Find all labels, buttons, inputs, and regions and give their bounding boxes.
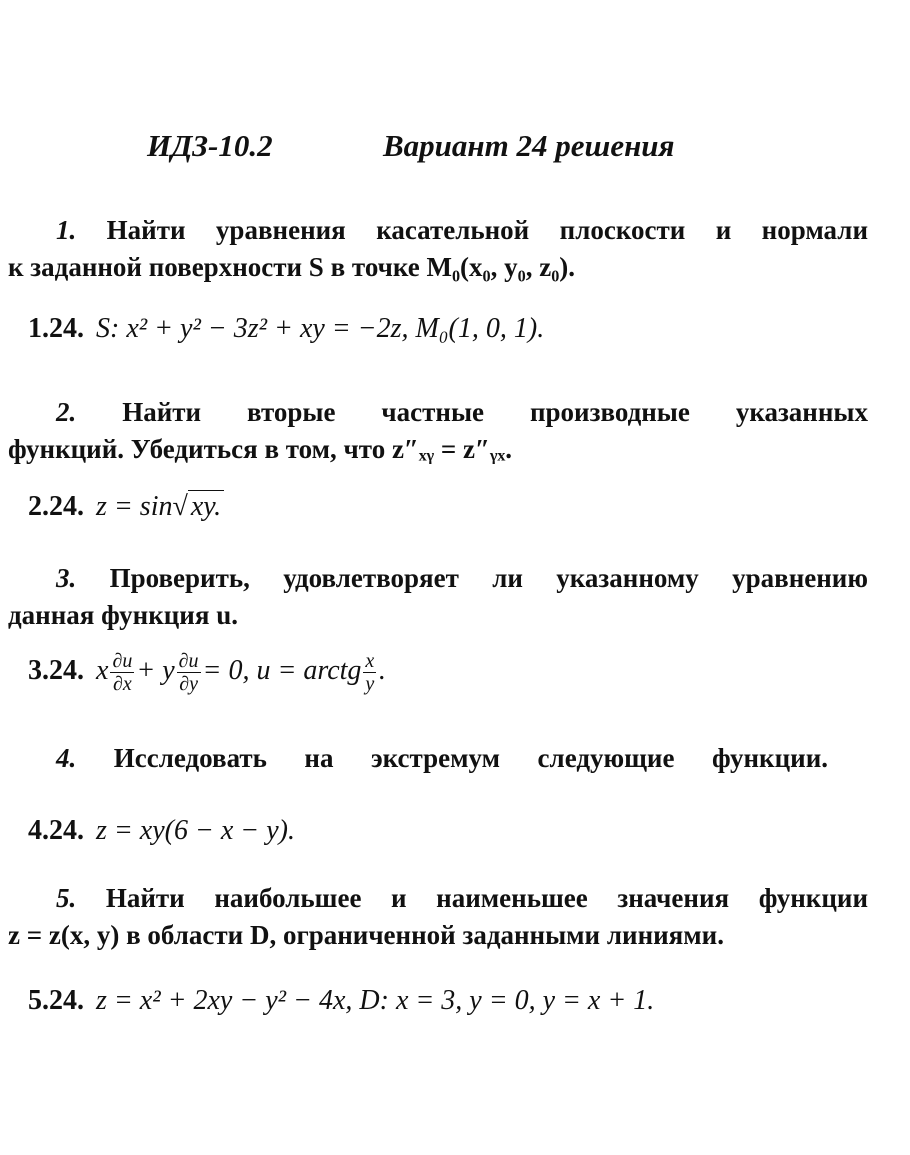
task-2-statement xyxy=(8,394,868,468)
assignment-id: ИДЗ-10.2 xyxy=(147,128,273,163)
problem-2-radicand: xy. xyxy=(188,490,224,523)
task-1-statement xyxy=(8,212,868,286)
fraction-du-numerator-2: ∂u xyxy=(178,650,199,672)
fraction-x-y xyxy=(363,650,376,695)
task-4-number: 4. xyxy=(56,743,77,773)
task-5-text-line2: z = z(x, y) в области D, ограниченной заданными линиями. xyxy=(8,920,724,950)
task-1-text-line2: к заданной поверхности S в точке M₀(x₀, y₀, z₀). xyxy=(8,252,576,282)
problem-5-24 xyxy=(28,985,654,1017)
problem-3-end: . xyxy=(378,654,386,686)
fraction-du-numerator: ∂u xyxy=(112,650,133,672)
task-4-text-line1: Исследовать на экстремум следующие функции. xyxy=(113,743,828,773)
task-1-text-line1: Найти уравнения касательной плоскости и нормали xyxy=(106,215,868,245)
problem-1-formula: S: x² + y² − 3z² + xy = −2z, M₀(1, 0, 1). xyxy=(96,313,545,344)
problem-1-number: 1.24. xyxy=(28,313,84,344)
problem-3-plus-y: + y xyxy=(136,654,175,686)
problem-2-lhs: z = sin xyxy=(96,491,173,522)
problem-4-number: 4.24. xyxy=(28,815,84,846)
task-5-number: 5. xyxy=(56,883,77,913)
task-4-statement xyxy=(8,740,868,777)
fraction-x-numerator: x xyxy=(365,650,375,672)
problem-3-middle: = 0, u = arctg xyxy=(202,654,362,686)
problem-2-number: 2.24. xyxy=(28,491,84,522)
variant-title: Вариант 24 решения xyxy=(383,128,675,163)
problem-3-number: 3.24. xyxy=(28,654,84,686)
problem-4-24 xyxy=(28,815,295,847)
fraction-dx-denominator: ∂x xyxy=(113,673,132,695)
task-3-text-line2: данная функция u. xyxy=(8,600,238,630)
problem-1-24 xyxy=(28,313,544,345)
problem-3-x: x xyxy=(96,654,109,686)
task-2-number: 2. xyxy=(56,397,77,427)
task-2-text-line2: функций. Убедиться в том, что z″ₓᵧ = z″ᵧₓ. xyxy=(8,434,513,464)
problem-4-formula: z = xy(6 − x − y). xyxy=(96,815,295,846)
problem-5-number: 5.24. xyxy=(28,985,84,1016)
task-5-text-line1: Найти наибольшее и наименьшее значения функции xyxy=(105,883,868,913)
fraction-du-dx xyxy=(110,650,134,695)
problem-2-24 xyxy=(28,490,224,523)
problem-5-formula: z = x² + 2xy − y² − 4x, D: x = 3, y = 0, y = x + 1. xyxy=(96,985,655,1016)
task-3-number: 3. xyxy=(56,563,77,593)
task-3-text-line1: Проверить, удовлетворяет ли указанному уравнению xyxy=(109,563,868,593)
sqrt-symbol: √ xy. xyxy=(172,490,224,523)
task-3-statement xyxy=(8,560,868,634)
task-5-statement xyxy=(8,880,868,954)
problem-3-24 xyxy=(28,650,385,695)
task-2-text-line1: Найти вторые частные производные указанных xyxy=(122,397,869,427)
fraction-du-dy xyxy=(177,650,201,695)
task-1-number: 1. xyxy=(56,215,77,245)
fraction-dy-denominator: ∂y xyxy=(179,673,198,695)
fraction-y-denominator: y xyxy=(365,673,375,695)
